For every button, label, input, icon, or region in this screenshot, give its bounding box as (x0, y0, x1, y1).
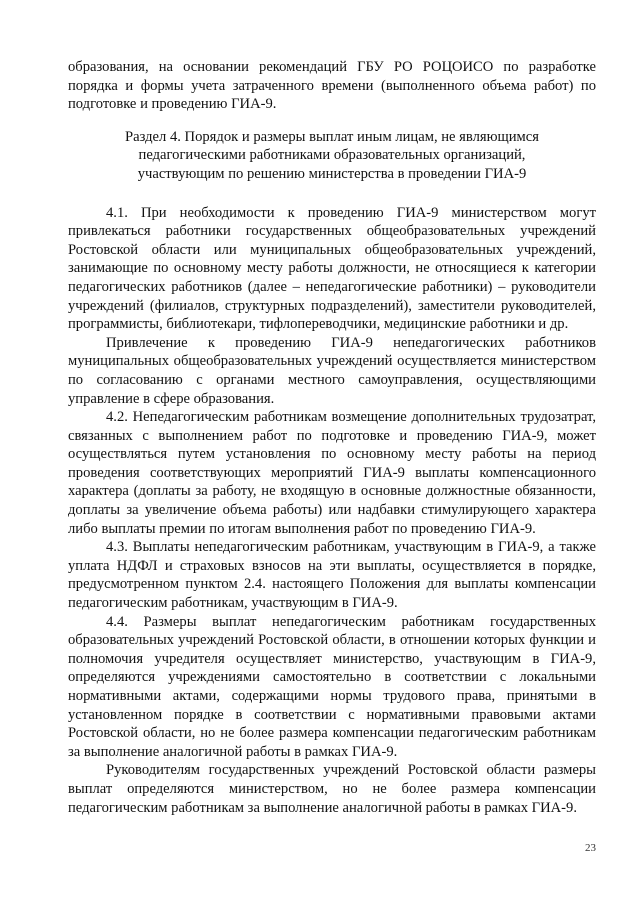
paragraph-4-2: 4.2. Непедагогическим работникам возмещение дополнительных трудозатрат, связанных с выполнением работ по подготовке и проведению ГИА-9, может осуществляться путем установления по основному месту работы на период проведения соответствующих мероприятий ГИА-9 выплаты компенсационного характера (доплаты за работу, не входящую в основные должностные обязанности, доплаты за увеличение объема работы) или надбавки стимулирующего характера либо выплаты премии по итогам выполнения работ по проведению ГИА-9. (68, 409, 596, 537)
section-heading-line: Раздел 4. Порядок и размеры выплат иным лицам, не являющимся (125, 128, 539, 145)
section-heading-line: педагогическими работниками образовательных организаций, (138, 147, 526, 164)
paragraph-4-3: 4.3. Выплаты непедагогическим работникам, участвующим в ГИА-9, а также уплата НДФЛ и страховых взносов на эти выплаты, осуществляется в порядке, предусмотренном пунктом 2.4. настоящего Положения для выплаты компенсации педагогическим работникам, участвующим в ГИА-9. (68, 539, 596, 612)
section-heading (68, 128, 596, 184)
paragraph-4-4: 4.4. Размеры выплат непедагогическим работникам государственных образовательных учреждений Ростовской области, в отношении которых функции и полномочия учредителя осуществляет министерство, участвующим в ГИА-9, определяются учреждениями самостоятельно в соответствии с локальными нормативными актами, содержащими нормы трудового права, принятыми в установленном порядке в соответствии с нормативными правовыми актами Ростовской области, но не более размера компенсации педагогическим работникам за выполнение аналогичной работы в рамках ГИА-9. (68, 613, 596, 760)
section-heading-line: участвующим по решению министерства в проведении ГИА-9 (137, 165, 527, 182)
paragraph-heads: Руководителям государственных учреждений Ростовской области размеры выплат определяются министерством, но не более размера компенсации педагогическим работникам за выполнение аналогичной работы в рамках ГИА-9. (68, 762, 596, 816)
paragraph-involvement: Привлечение к проведению ГИА-9 непедагогических работников муниципальных общеобразовательных учреждений осуществляется министерством по согласованию с органами местного самоуправления, осуществляющими управление в сфере образования. (68, 334, 596, 407)
document-body (68, 58, 596, 817)
paragraph-4-1: 4.1. При необходимости к проведению ГИА-9 министерством могут привлекаться работники государственных общеобразовательных учреждений Ростовской области или муниципальных общеобразовательных учреждений, занимающие по основному месту работы должности, не относящиеся к категории педагогических работников (далее – непедагогические работники) – руководители учреждений (филиалов, структурных подразделений), заместители руководителей, программисты, библиотекари, тифлопереводчики, медицинские работники и др. (68, 204, 596, 333)
page-number: 23 (585, 842, 596, 854)
intro-paragraph: образования, на основании рекомендаций ГБУ РО РОЦОИСО по разработке порядка и формы учета затраченного времени (выполненного объема работ) по подготовке и проведению ГИА-9. (68, 59, 596, 113)
